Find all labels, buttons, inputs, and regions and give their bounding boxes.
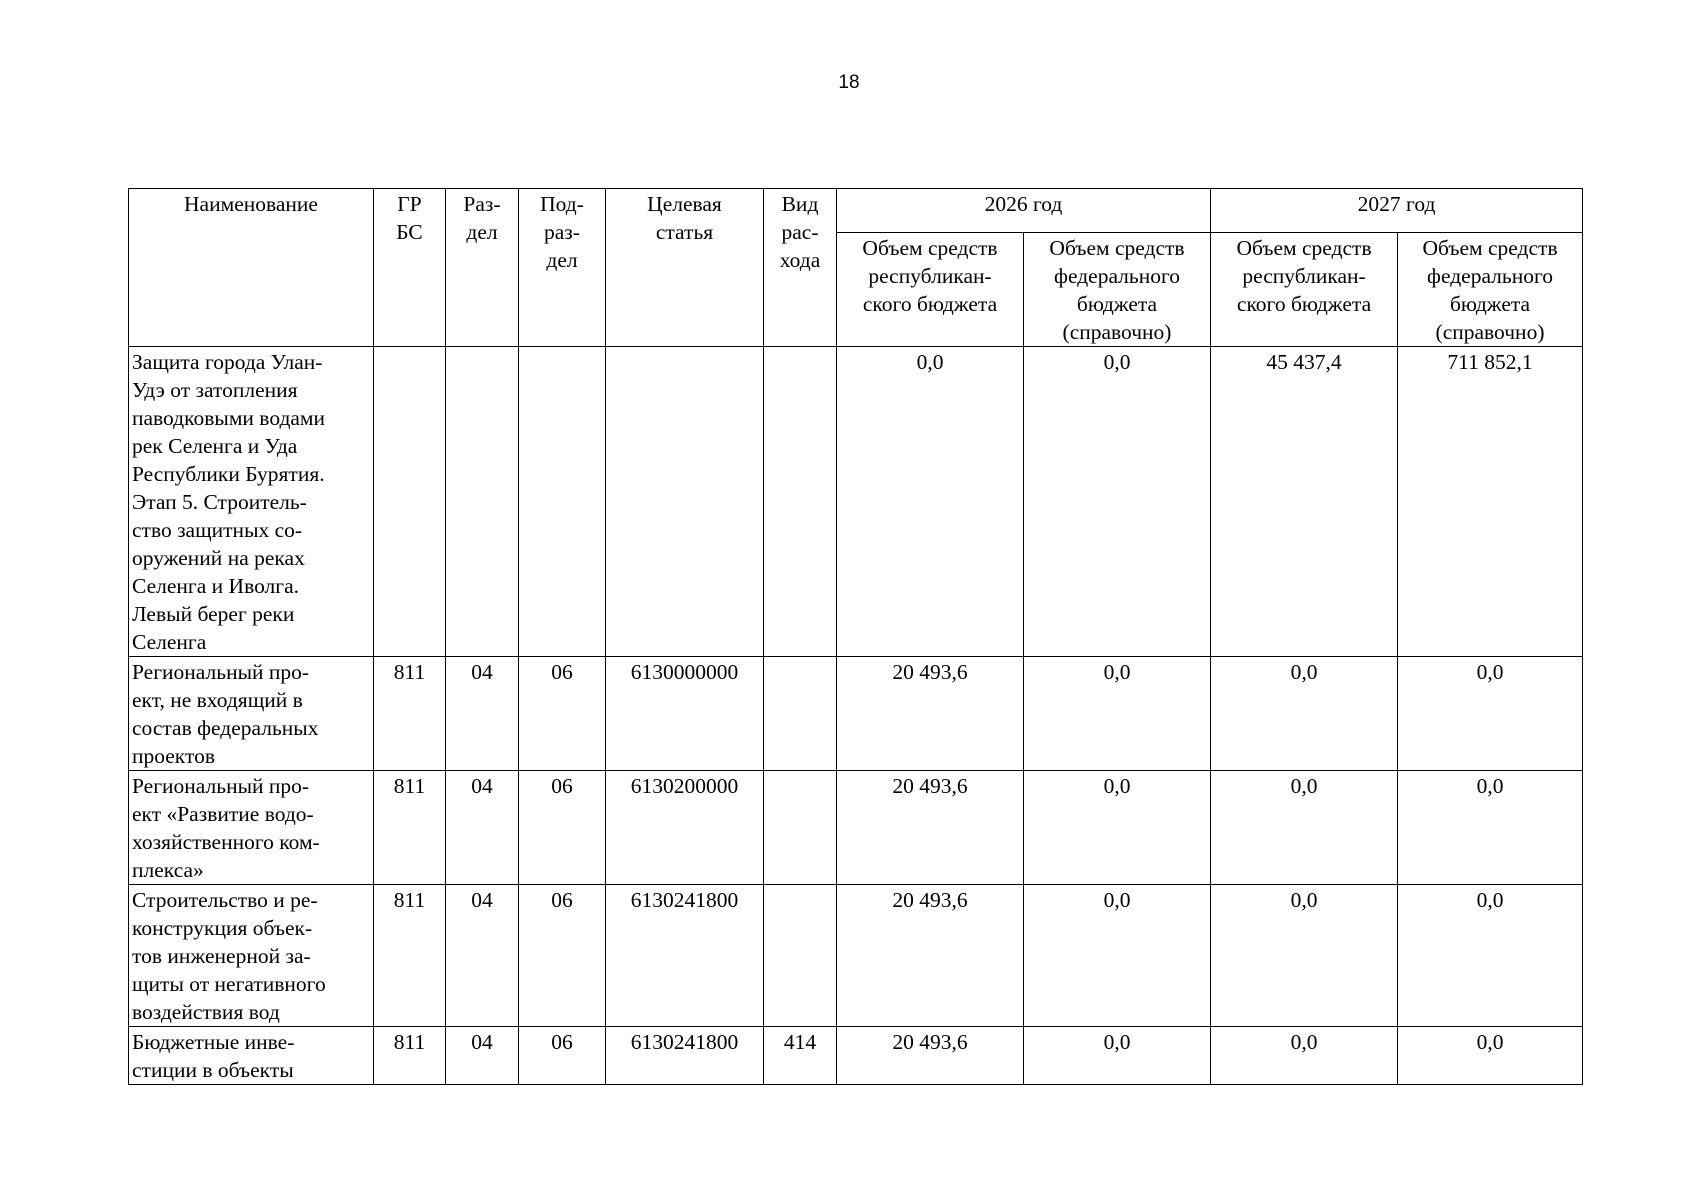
header-fed-2027: Объем средств федерального бюджета (справочно) xyxy=(1398,233,1583,347)
cell-fed2026: 0,0 xyxy=(1024,347,1211,657)
cell-podrazdel: 06 xyxy=(519,771,606,885)
table-row xyxy=(129,885,1583,1027)
cell-celevaya: 6130241800 xyxy=(606,885,764,1027)
cell-celevaya xyxy=(606,347,764,657)
header-podrazdel: Под- раз- дел xyxy=(519,189,606,347)
cell-name: Строительство и ре- конструкция объек- тов инженерной за- щиты от негативного воздействия вод xyxy=(129,885,374,1027)
table-row xyxy=(129,1027,1583,1085)
cell-fed2026: 0,0 xyxy=(1024,1027,1211,1085)
header-grbs: ГР БС xyxy=(374,189,446,347)
cell-rep2027: 0,0 xyxy=(1211,885,1398,1027)
budget-table xyxy=(128,188,1583,1085)
cell-fed2026: 0,0 xyxy=(1024,771,1211,885)
cell-celevaya: 6130241800 xyxy=(606,1027,764,1085)
header-year-2027: 2027 год xyxy=(1211,189,1583,233)
cell-fed2027: 0,0 xyxy=(1398,657,1583,771)
cell-vid xyxy=(764,657,837,771)
cell-grbs: 811 xyxy=(374,1027,446,1085)
cell-fed2027: 711 852,1 xyxy=(1398,347,1583,657)
cell-name: Региональный про- ект «Развитие водо- хозяйственного ком- плекса» xyxy=(129,771,374,885)
cell-name: Бюджетные инве- стиции в объекты xyxy=(129,1027,374,1085)
header-rep-2027: Объем средств республикан- ского бюджета xyxy=(1211,233,1398,347)
table-body xyxy=(129,347,1583,1085)
cell-rep2026: 20 493,6 xyxy=(837,885,1024,1027)
cell-grbs: 811 xyxy=(374,657,446,771)
cell-celevaya: 6130000000 xyxy=(606,657,764,771)
cell-rep2026: 20 493,6 xyxy=(837,657,1024,771)
header-razdel: Раз- дел xyxy=(446,189,519,347)
cell-vid xyxy=(764,771,837,885)
table-row xyxy=(129,657,1583,771)
cell-fed2027: 0,0 xyxy=(1398,771,1583,885)
cell-grbs: 811 xyxy=(374,771,446,885)
cell-celevaya: 6130200000 xyxy=(606,771,764,885)
header-row-top xyxy=(129,189,1583,233)
cell-rep2027: 0,0 xyxy=(1211,1027,1398,1085)
table-row xyxy=(129,771,1583,885)
cell-name: Защита города Улан- Удэ от затопления паводковыми водами рек Селенга и Уда Республики Бурятия. Этап 5. Строитель- ство защитных со- оружений на реках Селенга и Иволга. Левый берег реки Селенга xyxy=(129,347,374,657)
header-celevaya-statya: Целевая статья xyxy=(606,189,764,347)
cell-vid xyxy=(764,347,837,657)
cell-vid: 414 xyxy=(764,1027,837,1085)
cell-fed2026: 0,0 xyxy=(1024,657,1211,771)
table-row xyxy=(129,347,1583,657)
header-rep-2026: Объем средств республикан- ского бюджета xyxy=(837,233,1024,347)
cell-fed2026: 0,0 xyxy=(1024,885,1211,1027)
cell-rep2026: 20 493,6 xyxy=(837,771,1024,885)
page-number: 18 xyxy=(838,72,860,93)
cell-vid xyxy=(764,885,837,1027)
cell-razdel: 04 xyxy=(446,1027,519,1085)
cell-fed2027: 0,0 xyxy=(1398,885,1583,1027)
header-name: Наименование xyxy=(129,189,374,347)
cell-razdel xyxy=(446,347,519,657)
cell-rep2026: 20 493,6 xyxy=(837,1027,1024,1085)
cell-rep2027: 45 437,4 xyxy=(1211,347,1398,657)
cell-grbs xyxy=(374,347,446,657)
cell-razdel: 04 xyxy=(446,885,519,1027)
cell-rep2027: 0,0 xyxy=(1211,657,1398,771)
header-fed-2026: Объем средств федерального бюджета (справочно) xyxy=(1024,233,1211,347)
header-vid-rashoda: Вид рас- хода xyxy=(764,189,837,347)
cell-podrazdel: 06 xyxy=(519,657,606,771)
cell-podrazdel xyxy=(519,347,606,657)
cell-razdel: 04 xyxy=(446,657,519,771)
cell-rep2027: 0,0 xyxy=(1211,771,1398,885)
header-year-2026: 2026 год xyxy=(837,189,1211,233)
cell-razdel: 04 xyxy=(446,771,519,885)
cell-fed2027: 0,0 xyxy=(1398,1027,1583,1085)
cell-rep2026: 0,0 xyxy=(837,347,1024,657)
cell-name: Региональный про- ект, не входящий в состав федеральных проектов xyxy=(129,657,374,771)
cell-grbs: 811 xyxy=(374,885,446,1027)
cell-podrazdel: 06 xyxy=(519,885,606,1027)
cell-podrazdel: 06 xyxy=(519,1027,606,1085)
